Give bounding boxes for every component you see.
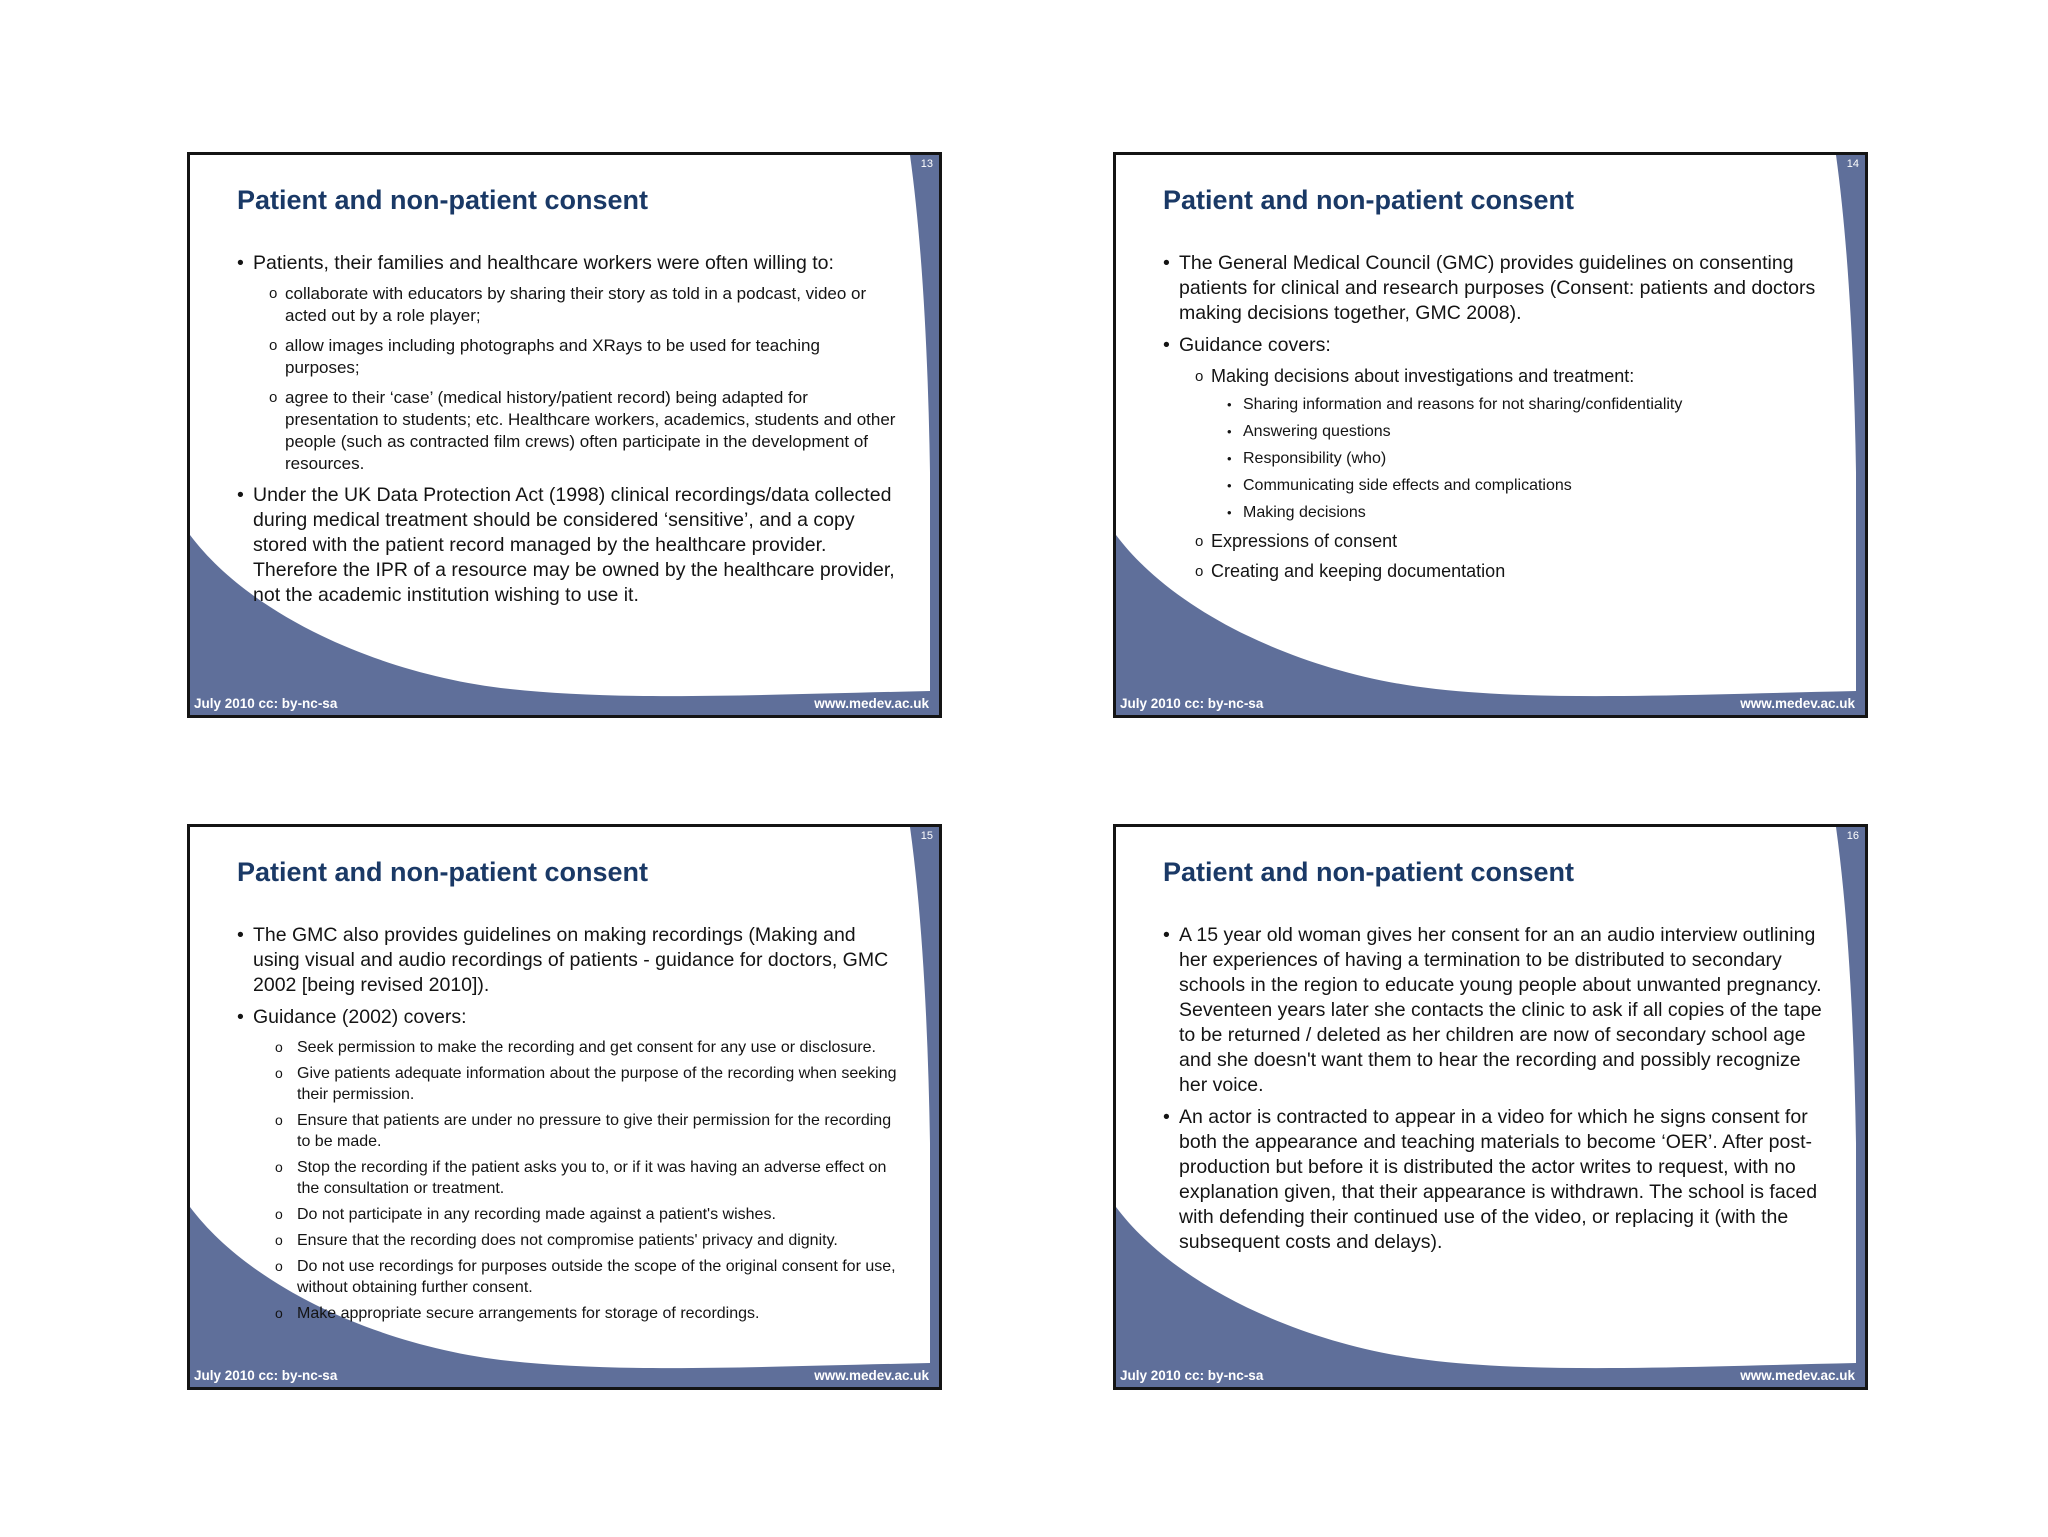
sub-sub-bullet-item: • Responsibility (who) bbox=[1163, 449, 1825, 469]
sub-bullet-item: o Expressions of consent bbox=[1163, 530, 1825, 553]
sub-bullet-item: o Seek permission to make the recording and get consent for any use or disclosure. bbox=[237, 1037, 899, 1058]
slide-14 bbox=[1113, 152, 1868, 718]
slide-16 bbox=[1113, 824, 1868, 1390]
slide-number: 16 bbox=[1846, 830, 1859, 842]
slide-content bbox=[1163, 251, 1825, 590]
slide-13 bbox=[187, 152, 942, 718]
sub-sub-bullet-item: • Communicating side effects and complications bbox=[1163, 476, 1825, 496]
sub-sub-bullet-item: • Sharing information and reasons for not sharing/confidentiality bbox=[1163, 395, 1825, 415]
sub-bullet-item: o Make appropriate secure arrangements for storage of recordings. bbox=[237, 1303, 899, 1324]
slide-content bbox=[237, 923, 899, 1329]
slide-title: Patient and non-patient consent bbox=[237, 857, 649, 887]
slide-15 bbox=[187, 824, 942, 1390]
sub-bullet-item: o Give patients adequate information about the purpose of the recording when seeking their permission. bbox=[237, 1063, 899, 1105]
slide-title: Patient and non-patient consent bbox=[1163, 185, 1575, 215]
footer-date-license: July 2010 cc: by-nc-sa bbox=[194, 696, 338, 711]
footer-date-license: July 2010 cc: by-nc-sa bbox=[194, 1368, 338, 1383]
footer-date-license: July 2010 cc: by-nc-sa bbox=[1120, 1368, 1264, 1383]
bullet-item: • Guidance (2002) covers: bbox=[237, 1005, 899, 1030]
slide-content bbox=[1163, 923, 1825, 1262]
slide-number: 13 bbox=[920, 158, 933, 170]
sub-bullet-item: o allow images including photographs and XRays to be used for teaching purposes; bbox=[237, 335, 899, 379]
bullet-item: • The GMC also provides guidelines on making recordings (Making and using visual and audio recordings of patients - guidance for doctors, GMC 2002 [being revised 2010]). bbox=[237, 923, 899, 998]
bullet-item: • Under the UK Data Protection Act (1998) clinical recordings/data collected during medical treatment should be considered ‘sensitive’, and a copy stored with the patient record managed by the healthcare provider. Therefore the IPR of a resource may be owned by the healthcare provider, not the academic institution wishing to use it. bbox=[237, 483, 899, 608]
bullet-item: • An actor is contracted to appear in a video for which he signs consent for both the appearance and teaching materials to become ‘OER’. After post-production but before it is distributed the actor writes to request, with no explanation given, that their appearance is withdrawn. The school is faced with defending their continued use of the video, or replacing it (with the subsequent costs and delays). bbox=[1163, 1105, 1825, 1255]
sub-bullet-item: o Ensure that the recording does not compromise patients' privacy and dignity. bbox=[237, 1230, 899, 1251]
slide-title: Patient and non-patient consent bbox=[1163, 857, 1575, 887]
sub-bullet-item: o collaborate with educators by sharing their story as told in a podcast, video or acted out by a role player; bbox=[237, 283, 899, 327]
bullet-item: • Guidance covers: bbox=[1163, 333, 1825, 358]
sub-bullet-item: o Ensure that patients are under no pressure to give their permission for the recording to be made. bbox=[237, 1110, 899, 1152]
slide-number: 15 bbox=[920, 830, 933, 842]
slide-number: 14 bbox=[1846, 158, 1859, 170]
bullet-item: • The General Medical Council (GMC) provides guidelines on consenting patients for clinical and research purposes (Consent: patients and doctors making decisions together, GMC 2008). bbox=[1163, 251, 1825, 326]
slide-title: Patient and non-patient consent bbox=[237, 185, 649, 215]
bullet-item: • A 15 year old woman gives her consent for an an audio interview outlining her experiences of having a termination to be distributed to secondary schools in the region to educate young people about unwanted pregnancy. Seventeen years later she contacts the clinic to ask if all copies of the tape to be returned / deleted as her children are now of secondary school age and she doesn't want them to hear the recording and possibly recognize her voice. bbox=[1163, 923, 1825, 1098]
sub-bullet-item: o Do not use recordings for purposes outside the scope of the original consent for use, without obtaining further consent. bbox=[237, 1256, 899, 1298]
sub-bullet-item: o Do not participate in any recording made against a patient's wishes. bbox=[237, 1204, 899, 1225]
footer-date-license: July 2010 cc: by-nc-sa bbox=[1120, 696, 1264, 711]
sub-bullet-item: o agree to their ‘case’ (medical history/patient record) being adapted for presentation to students; etc. Healthcare workers, academics, students and other people (such as contracted film crews) often participate in the development of resources. bbox=[237, 387, 899, 475]
footer-url: www.medev.ac.uk bbox=[814, 696, 929, 711]
footer-url: www.medev.ac.uk bbox=[1740, 1368, 1855, 1383]
sub-sub-bullet-item: • Answering questions bbox=[1163, 422, 1825, 442]
bullet-item: • Patients, their families and healthcare workers were often willing to: bbox=[237, 251, 899, 276]
footer-url: www.medev.ac.uk bbox=[814, 1368, 929, 1383]
slide-content bbox=[237, 251, 899, 615]
sub-bullet-item: o Creating and keeping documentation bbox=[1163, 560, 1825, 583]
sub-sub-bullet-item: • Making decisions bbox=[1163, 503, 1825, 523]
sub-bullet-item: o Stop the recording if the patient asks you to, or if it was having an adverse effect on the consultation or treatment. bbox=[237, 1157, 899, 1199]
sub-bullet-item: o Making decisions about investigations and treatment: bbox=[1163, 365, 1825, 388]
footer-url: www.medev.ac.uk bbox=[1740, 696, 1855, 711]
